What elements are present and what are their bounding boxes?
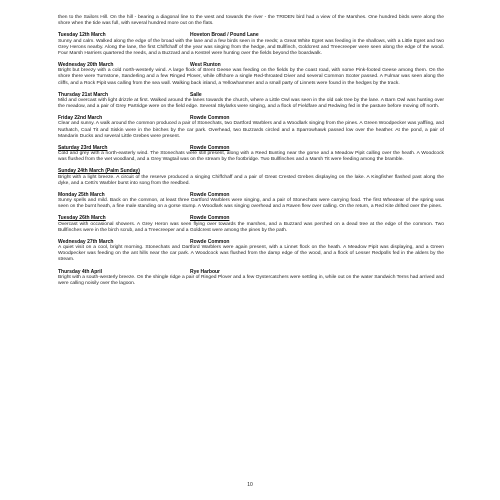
entry-location: Hoveton Broad / Pound Lane	[190, 32, 259, 39]
entry-text: Cold and grey with a north-easterly wind. The Stonechats were still present, along with a Reed Bunting near the gorse and a Meadow Pipit calling over the heath. A Woodcock was flushed from the wet woodland, and a Grey Wagtail was on the stream by the footbridge. Two Bullfinches and a Marsh Tit were feeding among the bramble.	[58, 151, 444, 163]
entry-text: Clear and sunny. A walk around the common produced a pair of Stonechats, two Dartford Warblers and a Woodlark singing from the pines. A Green Woodpecker was yaffling, and Nuthatch, Coal Tit and Siskin were in the birches by the car park. Overhead, two Buzzards circled and a Sparrowhawk passed low over the heather. At the pond, a pair of Mandarin Ducks and several Little Grebes were present.	[58, 121, 444, 139]
entry-location	[190, 168, 444, 174]
entry-location: Salle	[190, 91, 202, 98]
entry-location: West Runton	[190, 61, 221, 68]
intro-paragraph: then to the Sailors Hill. On the hill - bearing a diagonal line to the west and towards the river - the TRIDEN bird had a view of the Marshes. One hundred birds were along the shore when the tide was full, with several hundred more out on the flats.	[58, 15, 444, 27]
diary-entry	[58, 192, 444, 211]
entry-date: Saturday 23rd March	[58, 144, 108, 151]
entry-text: Bright with a light breeze. A circuit of the reserve produced a singing Chiffchaff and a pair of Great Crested Grebes displaying on the lake. A Kingfisher flashed past along the dyke, and a Cetti's Warbler burst into song from the reedbed.	[58, 174, 444, 186]
entry-date: Sunday 24th March (Palm Sunday)	[58, 168, 140, 175]
entry-location: Rowde Common	[190, 238, 230, 245]
diary-entry	[58, 115, 444, 140]
entry-location: Rye Harbour	[190, 268, 221, 275]
entry-heading	[58, 32, 444, 38]
entry-location: Rowde Common	[190, 115, 230, 122]
entry-location: Rowde Common	[190, 144, 230, 151]
entry-text: Sunny spells and mild. Back on the common, at least three Dartford Warblers were singing, and a pair of Stonechats were carrying food. The first Wheatear of the spring was seen on the burnt heath, a fine male standing on a gorse stump. A Woodlark was singing overhead and a Raven flew over calling. On the return, a Red Kite drifted over the pines.	[58, 198, 444, 210]
diary-entry	[58, 145, 444, 164]
entry-date: Wednesday 27th March	[58, 238, 114, 245]
diary-entry	[58, 32, 444, 57]
entry-heading	[58, 215, 444, 221]
entry-date: Thursday 21st March	[58, 91, 109, 98]
entry-date: Friday 22nd March	[58, 115, 103, 122]
entry-text: Bright but breezy with a cold north-westerly wind. A large flock of Brent Geese was feeding on the fields by the coast road, with some Pink-footed Geese among them. On the shore there were Turnstone, Sanderling and a few Ringed Plover, while offshore a single Red-throated Diver and several Common Scoter passed. A Fulmar was seen along the cliffs, and a Rock Pipit was calling from the sea wall. Walking back inland, a Yellowhammer and a small party of Linnets were found in the hedges by the track.	[58, 68, 444, 86]
diary-entry	[58, 239, 444, 264]
diary-entry	[58, 168, 444, 187]
entry-heading	[58, 92, 444, 98]
entry-heading	[58, 168, 444, 174]
diary-entry	[58, 269, 444, 288]
entry-location: Rowde Common	[190, 215, 230, 222]
entry-location: Rowde Common	[190, 191, 230, 198]
entry-text: A quiet visit on a cool, bright morning. Stonechats and Dartford Warblers were again present, with a Linnet flock on the heath. A Meadow Pipit was displaying, and a Green Woodpecker was feeding on the ant hills near the car park. A Woodcock was flushed from the damp edge of the wood, and a flock of Lesser Redpolls fed in the alders by the stream.	[58, 245, 444, 263]
entry-date: Tuesday 12th March	[58, 32, 106, 39]
entry-date: Wednesday 20th March	[58, 61, 114, 68]
diary-entry	[58, 215, 444, 234]
entry-text: Bright with a south-westerly breeze. On the shingle ridge a pair of Ringed Plover and a few Oystercatchers were settling in, while out on the water Sandwich Terns had arrived and were calling noisily over the lagoon.	[58, 274, 444, 286]
page-number: 10	[247, 482, 253, 488]
diary-entries	[58, 32, 444, 287]
entry-date: Monday 25th March	[58, 191, 105, 198]
entry-heading	[58, 269, 444, 275]
entry-text: Sunny and calm. Walked along the edge of the broad with the lane and a few birds seen in the reeds; a Great White Egret was feeding in the shallows, with a Little Egret and two Grey Herons nearby. Along the lane, the first Chiffchaff of the year was singing from the hedge, and Bullfinch, Goldcrest and Treecreeper were seen along the edge of the wood. Four Marsh Harriers quartered the reeds, and a Buzzard and a Kestrel were hunting over the fields beyond the boardwalk.	[58, 38, 444, 56]
entry-text: Overcast with occasional showers. A Grey Heron was seen flying over towards the marshes, and a Buzzard was perched on a dead tree at the edge of the common. Two Bullfinches were in the birch scrub, and a Treecreeper and a Goldcrest were among the pines by the path.	[58, 221, 444, 233]
diary-entry	[58, 92, 444, 111]
diary-entry	[58, 62, 444, 87]
entry-date: Tuesday 26th March	[58, 215, 106, 222]
entry-text: Mild and overcast with light drizzle at first. Walked around the lanes towards the church, where a Little Owl was seen in the old oak tree by the lane. A Barn Owl was hunting over the meadow, and a pair of Grey Partridge were on the field edge. Several Skylarks were singing, and a flock of Fieldfare and Redwing fed in the pasture before moving off north.	[58, 97, 444, 110]
entry-date: Thursday 4th April	[58, 268, 102, 275]
